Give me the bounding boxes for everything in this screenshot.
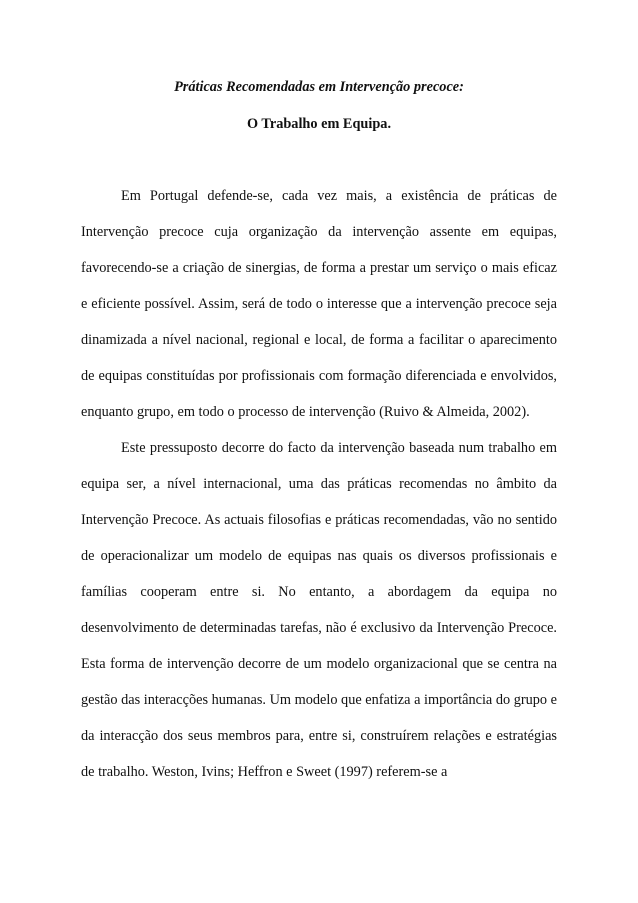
document-body — [81, 178, 557, 790]
paragraph: Este pressuposto decorre do facto da intervenção baseada num trabalho em equipa ser, a nível internacional, uma das práticas recomendas no âmbito da Intervenção Precoce. As actuais filosofias e práticas recomendadas, vão no sentido de operacionalizar um modelo de equipas nas quais os diversos profissionais e famílias cooperam entre si. No entanto, a abordagem da equipa no desenvolvimento de determinadas tarefas, não é exclusivo da Intervenção Precoce. Esta forma de intervenção decorre de um modelo organizacional que se centra na gestão das interacções humanas. Um modelo que enfatiza a importância do grupo e da interacção dos seus membros para, entre si, construírem relações e estratégias de trabalho. Weston, Ivins; Heffron e Sweet (1997) referem-se a — [81, 440, 557, 780]
document-title — [0, 80, 638, 94]
paragraph: Em Portugal defende-se, cada vez mais, a existência de práticas de Intervenção precoce cuja organização da intervenção assente em equipas, favorecendo-se a criação de sinergias, de forma a prestar um serviço o mais eficaz e eficiente possível. Assim, será de todo o interesse que a intervenção precoce seja dinamizada a nível nacional, regional e local, de forma a facilitar o aparecimento de equipas constituídas por profissionais com formação diferenciada e envolvidos, enquanto grupo, em todo o processo de intervenção (Ruivo & Almeida, 2002). — [81, 188, 557, 420]
document-subtitle: O Trabalho em Equipa. — [246, 116, 392, 132]
document-title-text: Práticas Recomendadas em Intervenção precoce: — [174, 79, 464, 95]
